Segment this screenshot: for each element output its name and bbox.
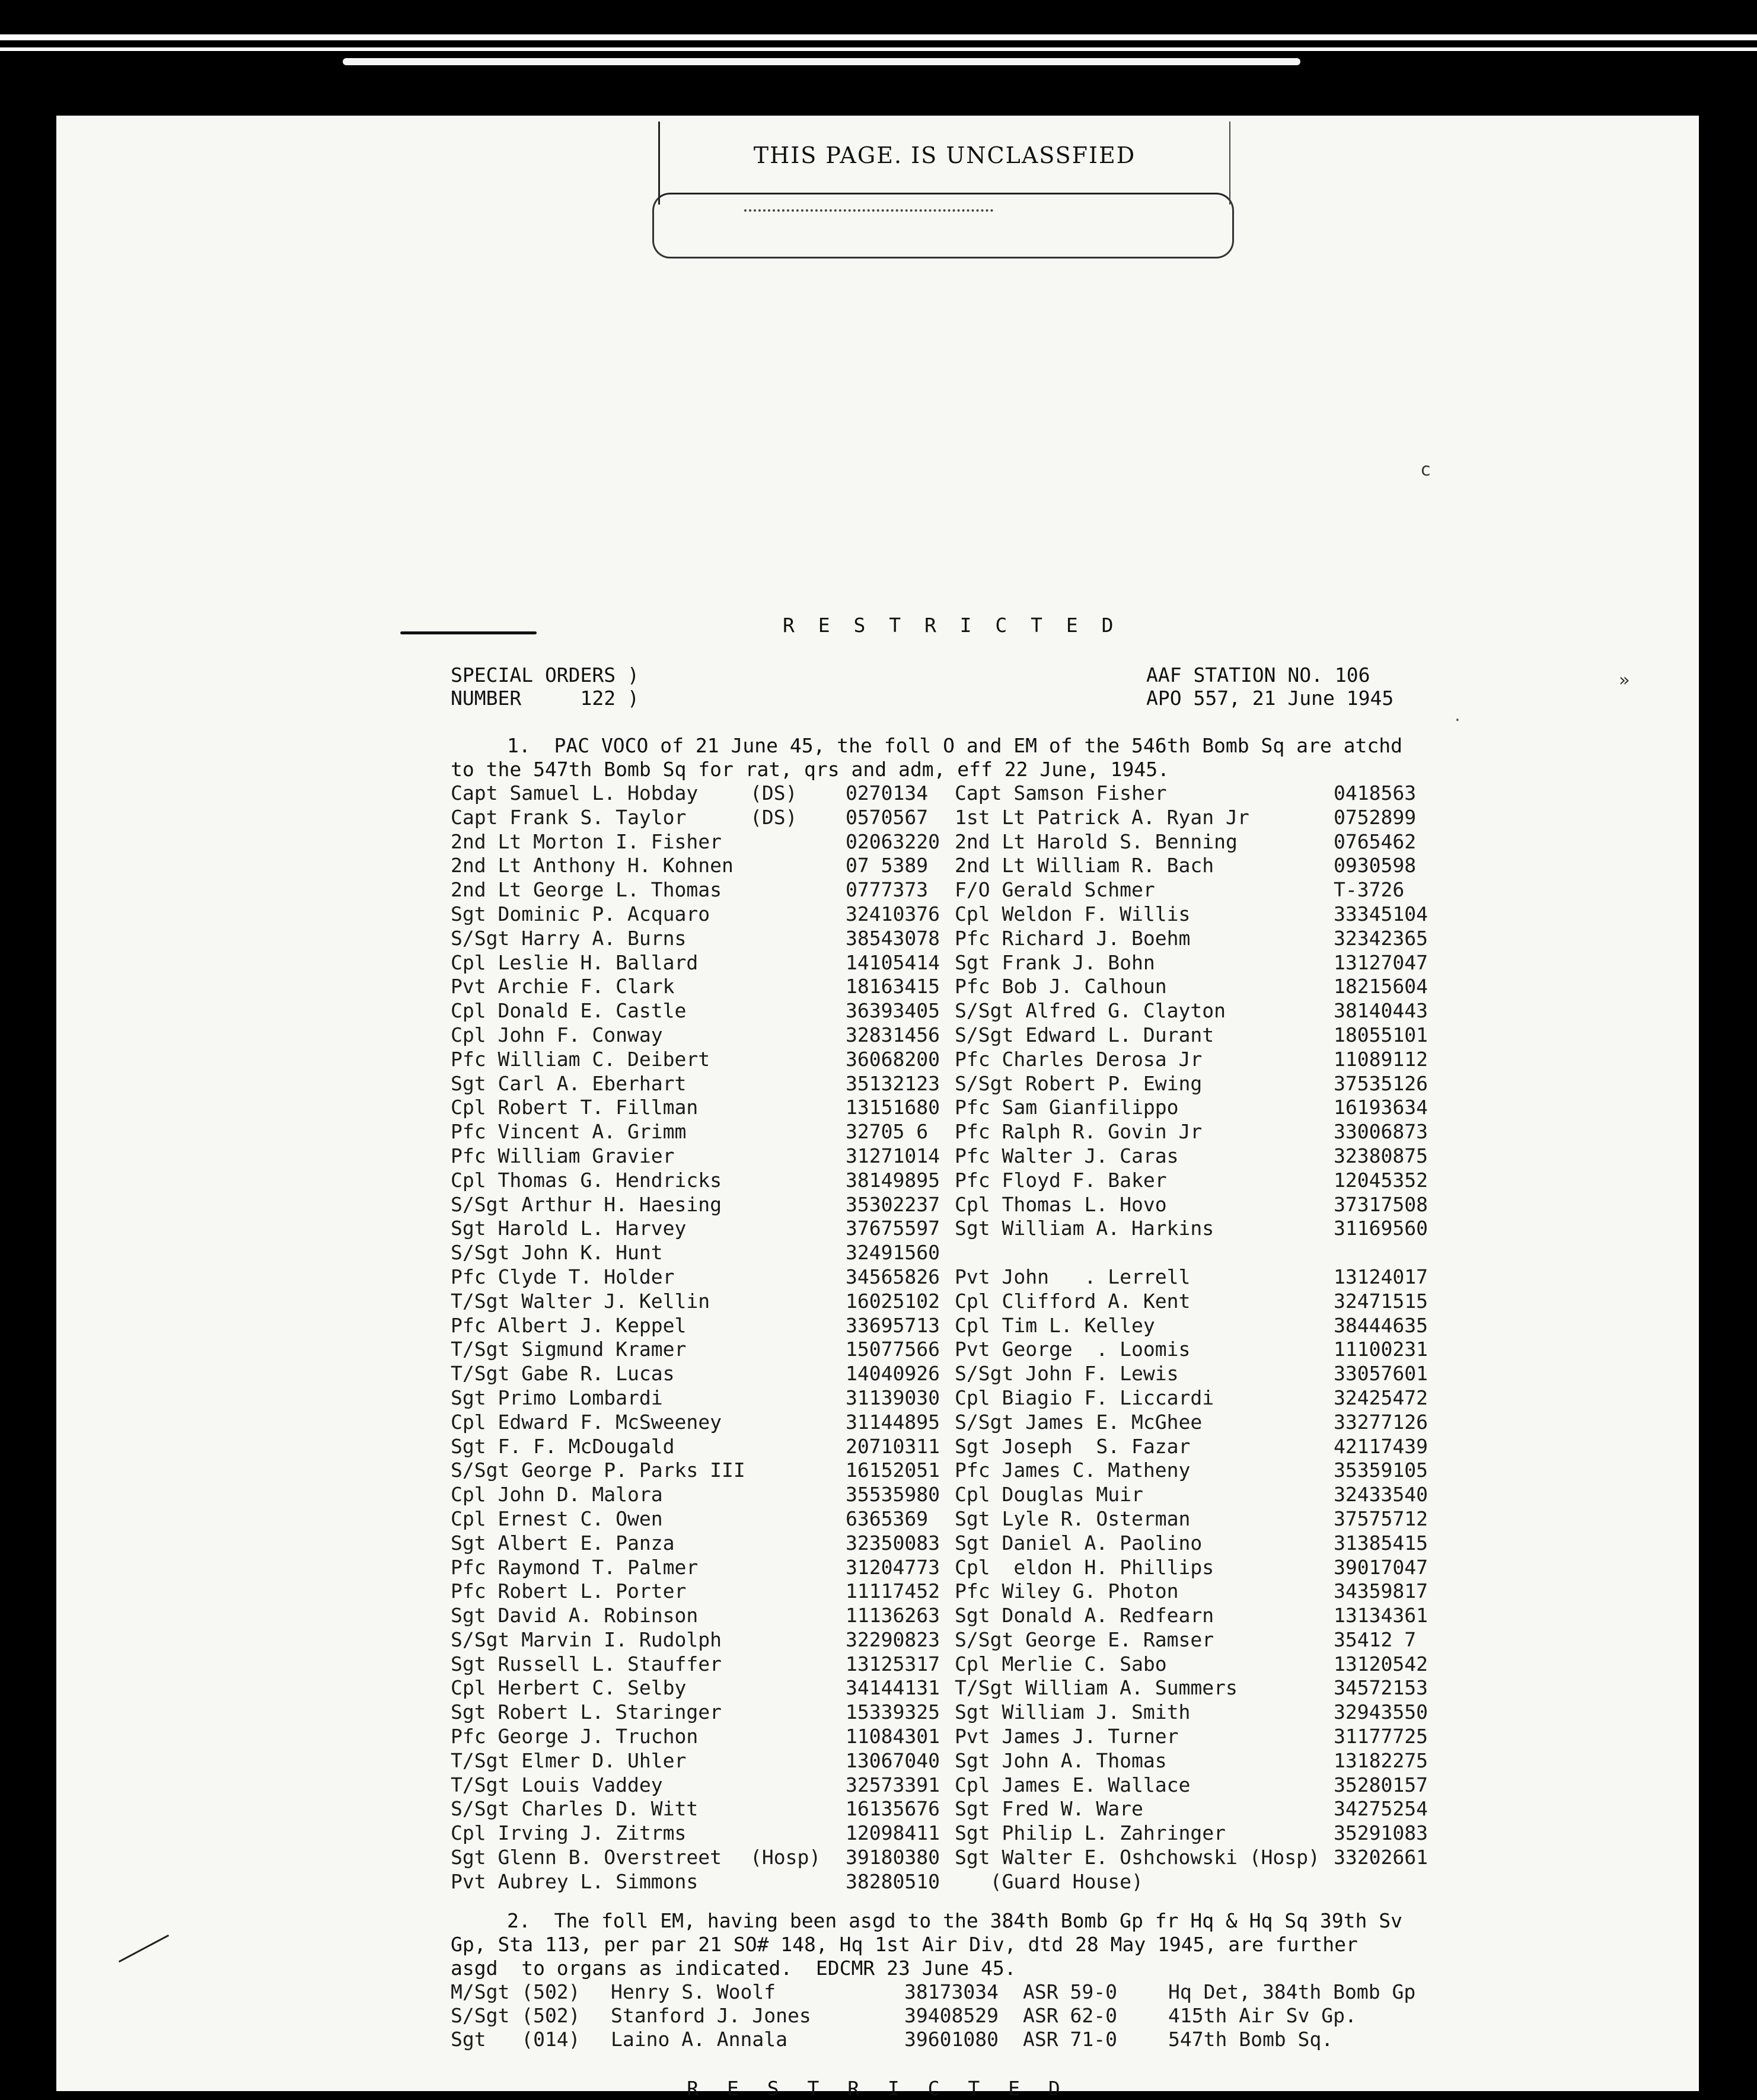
person-name: Pfc Clyde T. Holder <box>451 1265 675 1288</box>
serial-number: 39017047 <box>1334 1555 1428 1579</box>
person-name: Sgt Donald A. Redfearn <box>955 1604 1214 1627</box>
assignment-serial: 39408529 <box>904 2004 999 2027</box>
person-name: Pfc Floyd F. Baker <box>955 1168 1167 1192</box>
serial-number: 33345104 <box>1334 902 1428 925</box>
serial-number: 15077566 <box>846 1338 940 1361</box>
person-name: Pvt John . Lerrell <box>955 1265 1191 1288</box>
assignment-org: Hq Det, 384th Bomb Gp <box>1168 1980 1416 2003</box>
status-note: (DS) <box>750 805 798 829</box>
person-name: S/Sgt Marvin I. Rudolph <box>451 1627 722 1651</box>
station-line-1: AAF STATION NO. 106 <box>1146 663 1370 687</box>
serial-number: 39180380 <box>846 1846 940 1869</box>
serial-number: 34572153 <box>1334 1676 1428 1700</box>
document-page <box>56 116 1699 2100</box>
serial-number: 12045352 <box>1334 1168 1428 1192</box>
person-name: Cpl Edward F. McSweeney <box>451 1410 722 1434</box>
person-name: Capt Samuel L. Hobday <box>451 781 699 805</box>
serial-number: 34275254 <box>1334 1797 1428 1821</box>
person-name: T/Sgt Louis Vaddey <box>451 1773 663 1796</box>
serial-number: 31177725 <box>1334 1725 1428 1748</box>
serial-number: 38543078 <box>846 926 940 950</box>
assignment-serial: 39601080 <box>904 2028 999 2051</box>
person-name: Pfc Robert L. Porter <box>451 1579 687 1603</box>
person-name: T/Sgt William A. Summers <box>955 1676 1238 1700</box>
person-name: Pfc Charles Derosa Jr <box>955 1047 1203 1071</box>
serial-number: 33202661 <box>1334 1846 1428 1869</box>
person-name: T/Sgt Elmer D. Uhler <box>451 1748 687 1772</box>
serial-number: 32342365 <box>1334 926 1428 950</box>
assignment-org: 415th Air Sv Gp. <box>1168 2004 1357 2027</box>
person-name: 1st Lt Patrick A. Ryan Jr <box>955 805 1249 829</box>
serial-number: 37575712 <box>1334 1507 1428 1530</box>
serial-number: 36068200 <box>846 1047 940 1071</box>
person-name: 2nd Lt Morton I. Fisher <box>451 829 722 853</box>
person-name: Capt Frank S. Taylor <box>451 805 687 829</box>
stamp-oval-frame <box>652 193 1234 258</box>
serial-number: 34565826 <box>846 1265 940 1288</box>
serial-number: 16135676 <box>846 1797 940 1821</box>
serial-number: 38280510 <box>846 1869 940 1893</box>
serial-number: 37317508 <box>1334 1192 1428 1216</box>
person-name: Cpl Ernest C. Owen <box>451 1507 663 1530</box>
person-name: Sgt Frank J. Bohn <box>955 950 1155 974</box>
serial-number: 31204773 <box>846 1555 940 1579</box>
person-name: S/Sgt John F. Lewis <box>955 1362 1179 1386</box>
serial-number: 0765462 <box>1334 829 1417 853</box>
serial-number: 38140443 <box>1334 999 1428 1023</box>
stamp-scribble <box>744 205 993 212</box>
person-name: Cpl Thomas G. Hendricks <box>451 1168 722 1192</box>
person-name: Sgt Fred W. Ware <box>955 1797 1143 1821</box>
serial-number: 6365369 <box>846 1507 929 1530</box>
person-name: S/Sgt James E. McGhee <box>955 1410 1203 1434</box>
person-name: Pvt George . Loomis <box>955 1338 1191 1361</box>
assignment-rank: S/Sgt (502) <box>451 2004 581 2027</box>
serial-number: 0418563 <box>1334 781 1417 805</box>
person-name: Cpl Leslie H. Ballard <box>451 950 699 974</box>
serial-number: 13124017 <box>1334 1265 1428 1288</box>
serial-number: 31271014 <box>846 1144 940 1167</box>
person-name: Sgt Philip L. Zahringer <box>955 1821 1226 1845</box>
serial-number: 0752899 <box>1334 805 1417 829</box>
serial-number: 33277126 <box>1334 1410 1428 1434</box>
serial-number: 0570567 <box>846 805 929 829</box>
classification-bottom: R E S T R I C T E D <box>687 2077 1069 2100</box>
serial-number: 32350083 <box>846 1531 940 1555</box>
serial-number: 34144131 <box>846 1676 940 1700</box>
person-name: Pfc William Gravier <box>451 1144 675 1167</box>
serial-number: 14040926 <box>846 1362 940 1386</box>
serial-number: 13182275 <box>1334 1748 1428 1772</box>
serial-number: 32425472 <box>1334 1386 1428 1409</box>
serial-number: 32380875 <box>1334 1144 1428 1167</box>
serial-number: 32573391 <box>846 1773 940 1796</box>
classification-stamp <box>658 122 1230 205</box>
classification-top: R E S T R I C T E D <box>783 614 1120 637</box>
serial-number: 13125317 <box>846 1652 940 1675</box>
person-name: 2nd Lt Anthony H. Kohnen <box>451 854 734 877</box>
person-name: S/Sgt Harry A. Burns <box>451 926 687 950</box>
serial-number: 18215604 <box>1334 975 1428 998</box>
person-name: Cpl Tim L. Kelley <box>955 1313 1155 1337</box>
para2-line-2: Gp, Sta 113, per par 21 SO# 148, Hq 1st Air Div, dtd 28 May 1945, are further <box>451 1933 1358 1956</box>
serial-number: 42117439 <box>1334 1434 1428 1458</box>
person-name: Sgt Robert L. Staringer <box>451 1700 722 1724</box>
serial-number: 15339325 <box>846 1700 940 1724</box>
serial-number: 36393405 <box>846 999 940 1023</box>
person-name: Pfc Bob J. Calhoun <box>955 975 1167 998</box>
person-name: 2nd Lt George L. Thomas <box>451 878 722 902</box>
person-name: Pfc Wiley G. Photon <box>955 1579 1179 1603</box>
scan-edge-line <box>343 58 1300 65</box>
person-name: Pfc James C. Matheny <box>955 1458 1191 1482</box>
person-name: Sgt F. F. McDougald <box>451 1434 675 1458</box>
person-name: S/Sgt Edward L. Durant <box>955 1023 1214 1046</box>
serial-number: 11089112 <box>1334 1047 1428 1071</box>
serial-number: 13067040 <box>846 1748 940 1772</box>
serial-number: 16152051 <box>846 1458 940 1482</box>
stray-mark: » <box>1619 670 1630 691</box>
person-name: 2nd Lt William R. Bach <box>955 854 1214 877</box>
scan-edge-line <box>0 34 1757 40</box>
person-name: Cpl Donald E. Castle <box>451 999 687 1023</box>
person-name: Cpl Irving J. Zitrms <box>451 1821 687 1845</box>
person-name: T/Sgt Gabe R. Lucas <box>451 1362 675 1386</box>
serial-number: 32290823 <box>846 1627 940 1651</box>
person-name: Cpl Robert T. Fillman <box>451 1096 699 1119</box>
person-name: Pvt Archie F. Clark <box>451 975 675 998</box>
serial-number: 02063220 <box>846 829 940 853</box>
serial-number: 20710311 <box>846 1434 940 1458</box>
serial-number: 31144895 <box>846 1410 940 1434</box>
person-name: Pfc Vincent A. Grimm <box>451 1120 687 1144</box>
serial-number: 13134361 <box>1334 1604 1428 1627</box>
para2-line-3: asgd to organs as indicated. EDCMR 23 June 45. <box>451 1957 1016 1980</box>
person-name: Pfc Albert J. Keppel <box>451 1313 687 1337</box>
person-name: Sgt William A. Harkins <box>955 1217 1214 1240</box>
serial-number: 38444635 <box>1334 1313 1428 1337</box>
serial-number: 32433540 <box>1334 1483 1428 1507</box>
serial-number: 11136263 <box>846 1604 940 1627</box>
assignment-org: 547th Bomb Sq. <box>1168 2028 1334 2051</box>
person-name: S/Sgt Robert P. Ewing <box>955 1071 1203 1095</box>
person-name: Pfc Richard J. Boehm <box>955 926 1191 950</box>
person-name: S/Sgt George E. Ramser <box>955 1627 1214 1651</box>
person-name: Pfc William C. Deibert <box>451 1047 710 1071</box>
person-name: Cpl Weldon F. Willis <box>955 902 1191 925</box>
person-name: (Guard House) <box>955 1869 1143 1893</box>
person-name: Sgt Walter E. Oshchowski (Hosp) <box>955 1846 1320 1869</box>
person-name: Sgt Glenn B. Overstreet <box>451 1846 722 1869</box>
serial-number: 13151680 <box>846 1096 940 1119</box>
stray-mark: · <box>1453 711 1462 729</box>
person-name: T/Sgt Walter J. Kellin <box>451 1289 710 1313</box>
serial-number: 0270134 <box>846 781 929 805</box>
person-name: Cpl James E. Wallace <box>955 1773 1191 1796</box>
person-name: T/Sgt Sigmund Kramer <box>451 1338 687 1361</box>
assignment-ref: ASR 62-0 <box>1023 2004 1117 2027</box>
person-name: Pfc Ralph R. Govin Jr <box>955 1120 1203 1144</box>
serial-number: 38149895 <box>846 1168 940 1192</box>
serial-number: 35280157 <box>1334 1773 1428 1796</box>
orders-line-2: NUMBER 122 ) <box>451 687 639 710</box>
person-name: Pfc Sam Gianfilippo <box>955 1096 1179 1119</box>
para2-line-1: 2. The foll EM, having been asgd to the 384th Bomb Gp fr Hq & Hq Sq 39th Sv <box>507 1909 1402 1932</box>
person-name: Sgt Primo Lombardi <box>451 1386 663 1409</box>
person-name: Cpl Biagio F. Liccardi <box>955 1386 1214 1409</box>
serial-number: 13127047 <box>1334 950 1428 974</box>
person-name: Sgt John A. Thomas <box>955 1748 1167 1772</box>
serial-number: 0777373 <box>846 878 929 902</box>
serial-number: 11084301 <box>846 1725 940 1748</box>
person-name: Sgt Albert E. Panza <box>451 1531 675 1555</box>
serial-number: 35412 7 <box>1334 1627 1417 1651</box>
serial-number: 18055101 <box>1334 1023 1428 1046</box>
serial-number: 31385415 <box>1334 1531 1428 1555</box>
serial-number: 32831456 <box>846 1023 940 1046</box>
person-name: Cpl Douglas Muir <box>955 1483 1143 1507</box>
person-name: Sgt Harold L. Harvey <box>451 1217 687 1240</box>
person-name: Cpl eldon H. Phillips <box>955 1555 1214 1579</box>
assignment-ref: ASR 59-0 <box>1023 1980 1117 2003</box>
serial-number: 37675597 <box>846 1217 940 1240</box>
serial-number: 11117452 <box>846 1579 940 1603</box>
person-name: S/Sgt Charles D. Witt <box>451 1797 699 1821</box>
person-name: S/Sgt Arthur H. Haesing <box>451 1192 722 1216</box>
serial-number: 33057601 <box>1334 1362 1428 1386</box>
serial-number: 31139030 <box>846 1386 940 1409</box>
para1-line-1: 1. PAC VOCO of 21 June 45, the foll O and EM of the 546th Bomb Sq are atchd <box>507 734 1402 757</box>
serial-number: 35359105 <box>1334 1458 1428 1482</box>
person-name: Sgt Daniel A. Paolino <box>955 1531 1203 1555</box>
assignment-rank: M/Sgt (502) <box>451 1980 581 2003</box>
margin-slash <box>119 1935 169 1962</box>
serial-number: 0930598 <box>1334 854 1417 877</box>
person-name: F/O Gerald Schmer <box>955 878 1155 902</box>
serial-number: 12098411 <box>846 1821 940 1845</box>
margin-dash <box>400 631 537 634</box>
person-name: Cpl Merlie C. Sabo <box>955 1652 1167 1675</box>
stray-mark: c <box>1420 459 1431 480</box>
serial-number: 33695713 <box>846 1313 940 1337</box>
serial-number: 13120542 <box>1334 1652 1428 1675</box>
assignment-name: Stanford J. Jones <box>611 2004 811 2027</box>
person-name: Sgt William J. Smith <box>955 1700 1191 1724</box>
person-name: Cpl Herbert C. Selby <box>451 1676 687 1700</box>
person-name: 2nd Lt Harold S. Benning <box>955 829 1238 853</box>
serial-number: 32471515 <box>1334 1289 1428 1313</box>
assignment-serial: 38173034 <box>904 1980 999 2003</box>
serial-number: 35291083 <box>1334 1821 1428 1845</box>
person-name: S/Sgt Alfred G. Clayton <box>955 999 1226 1023</box>
serial-number: 35535980 <box>846 1483 940 1507</box>
serial-number: 07 5389 <box>846 854 929 877</box>
orders-line-1: SPECIAL ORDERS ) <box>451 663 639 687</box>
person-name: Pvt Aubrey L. Simmons <box>451 1869 699 1893</box>
person-name: Pvt James J. Turner <box>955 1725 1179 1748</box>
person-name: Sgt Russell L. Stauffer <box>451 1652 722 1675</box>
person-name: Cpl John F. Conway <box>451 1023 663 1046</box>
person-name: Pfc George J. Truchon <box>451 1725 699 1748</box>
serial-number: 35302237 <box>846 1192 940 1216</box>
serial-number: 18163415 <box>846 975 940 998</box>
serial-number: 16193634 <box>1334 1096 1428 1119</box>
serial-number: 32705 6 <box>846 1120 929 1144</box>
person-name: Sgt Joseph S. Fazar <box>955 1434 1191 1458</box>
person-name: Pfc Raymond T. Palmer <box>451 1555 699 1579</box>
scan-edge-line <box>0 47 1757 51</box>
serial-number: 14105414 <box>846 950 940 974</box>
person-name: S/Sgt George P. Parks III <box>451 1458 745 1482</box>
serial-number: 33006873 <box>1334 1120 1428 1144</box>
serial-number: 11100231 <box>1334 1338 1428 1361</box>
serial-number: T-3726 <box>1334 878 1405 902</box>
person-name: Sgt Dominic P. Acquaro <box>451 902 710 925</box>
serial-number: 31169560 <box>1334 1217 1428 1240</box>
person-name: Sgt Lyle R. Osterman <box>955 1507 1191 1530</box>
para1-line-2: to the 547th Bomb Sq for rat, qrs and adm, eff 22 June, 1945. <box>451 758 1169 781</box>
person-name: Cpl John D. Malora <box>451 1483 663 1507</box>
person-name: Capt Samson Fisher <box>955 781 1167 805</box>
person-name: Sgt David A. Robinson <box>451 1604 699 1627</box>
serial-number: 16025102 <box>846 1289 940 1313</box>
serial-number: 32410376 <box>846 902 940 925</box>
person-name: Sgt Carl A. Eberhart <box>451 1071 687 1095</box>
person-name: Cpl Clifford A. Kent <box>955 1289 1191 1313</box>
serial-number: 32943550 <box>1334 1700 1428 1724</box>
serial-number: 32491560 <box>846 1241 940 1265</box>
status-note: (DS) <box>750 781 798 805</box>
serial-number: 37535126 <box>1334 1071 1428 1095</box>
assignment-name: Henry S. Woolf <box>611 1980 776 2003</box>
assignment-rank: Sgt (014) <box>451 2028 581 2051</box>
person-name: Cpl Thomas L. Hovo <box>955 1192 1167 1216</box>
person-name: S/Sgt John K. Hunt <box>451 1241 663 1265</box>
serial-number: 35132123 <box>846 1071 940 1095</box>
assignment-name: Laino A. Annala <box>611 2028 788 2051</box>
person-name: Pfc Walter J. Caras <box>955 1144 1179 1167</box>
station-line-2: APO 557, 21 June 1945 <box>1146 687 1394 710</box>
serial-number: 34359817 <box>1334 1579 1428 1603</box>
status-note: (Hosp) <box>750 1846 821 1869</box>
stamp-text: THIS PAGE. IS UNCLASSFIED <box>753 142 1136 168</box>
assignment-ref: ASR 71-0 <box>1023 2028 1117 2051</box>
